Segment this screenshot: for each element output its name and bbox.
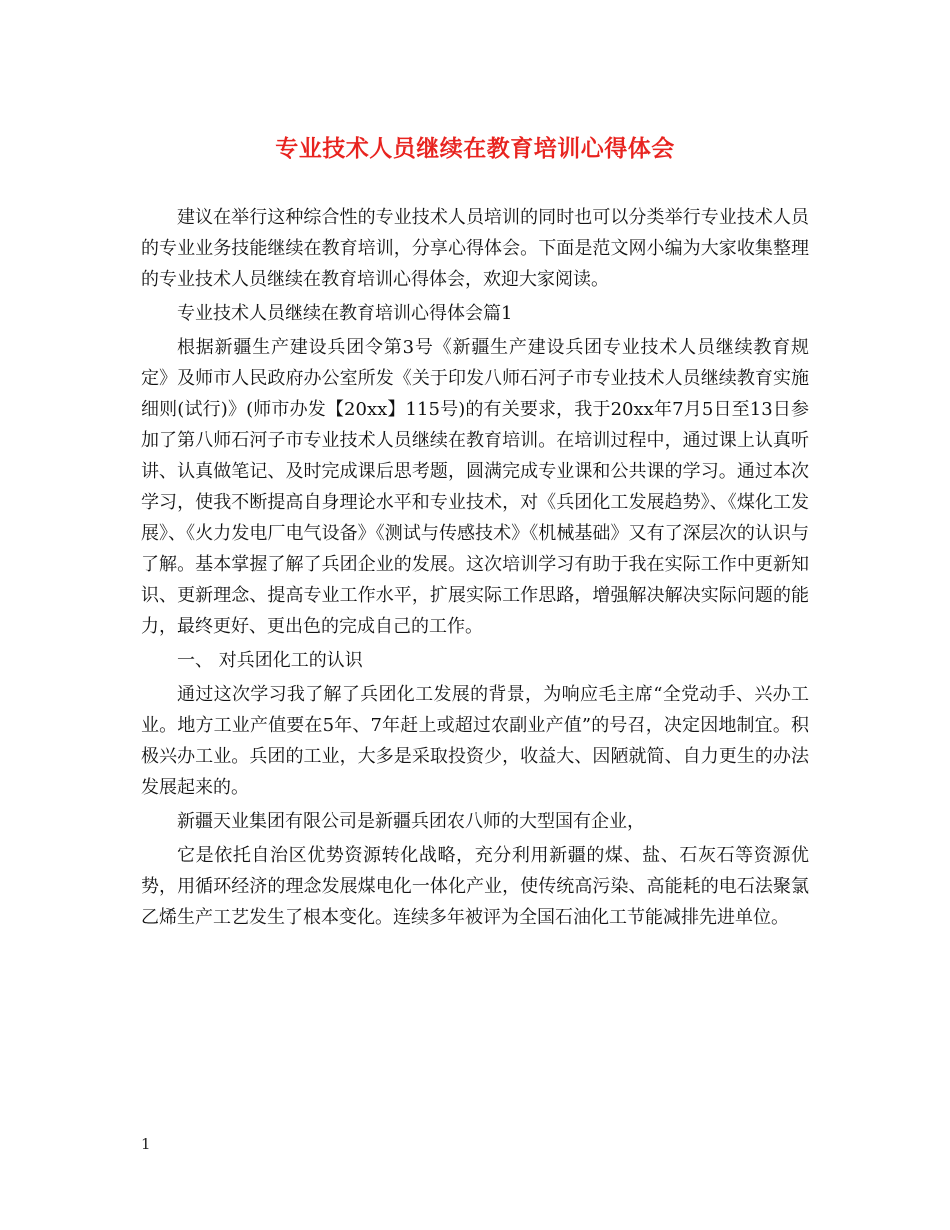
page-number: 1 — [141, 1135, 151, 1153]
section-heading-part-1: 专业技术人员继续在教育培训心得体会篇1 — [177, 303, 513, 324]
section-heading-bingtuan-chemical: 一、 对兵团化工的认识 — [177, 650, 363, 671]
training-paragraph: 根据新疆生产建设兵团令第3号《新疆生产建设兵团专业技术人员继续教育规定》及师市人民政府办公室所发《关于印发八师石河子市专业技术人员继续教育实施细则(试行)》(师市办发【20xx】115号)的有关要求，我于20xx年7月5日至13日参加了第八师石河子市专业技术人员继续在教育培训。在培训过程中，通过课上认真听讲、认真做笔记、及时完成课后思考题，圆满完成专业课和公共课的学习。通过本次学习，使我不断提高自身理论水平和专业技术，对《兵团化工发展趋势》、《煤化工发展》、《火力发电厂电气设备》《测试与传感技术》《机械基础》又有了深层次的认识与了解。基本掌握了解了兵团企业的发展。这次培训学习有助于我在实际工作中更新知识、更新理念、提高专业工作水平，扩展实际工作思路，增强解决解决实际问题的能力，最终更好、更出色的完成自己的工作。 — [141, 337, 809, 637]
intro-paragraph: 建议在举行这种综合性的专业技术人员培训的同时也可以分类举行专业技术人员的专业业务技能继续在教育培训，分享心得体会。下面是范文网小编为大家收集整理的专业技术人员继续在教育培训心得体会，欢迎大家阅读。 — [141, 207, 809, 290]
document-title: 专业技术人员继续在教育培训心得体会 — [275, 135, 675, 162]
strategy-paragraph: 它是依托自治区优势资源转化战略，充分利用新疆的煤、盐、石灰石等资源优势，用循环经济的理念发展煤电化一体化产业，使传统高污染、高能耗的电石法聚氯乙烯生产工艺发生了根本变化。连续多年被评为全国石油化工节能减排先进单位。 — [141, 845, 809, 928]
company-paragraph: 新疆天业集团有限公司是新疆兵团农八师的大型国有企业， — [177, 811, 645, 832]
history-paragraph: 通过这次学习我了解了兵团化工发展的背景，为响应毛主席“全党动手、兴办工业。地方工业产值要在5年、7年赶上或超过农副业产值”的号召，决定因地制宜。积极兴办工业。兵团的工业，大多是采取投资少，收益大、因陋就简、自力更生的办法发展起来的。 — [141, 684, 809, 798]
document-body — [141, 202, 809, 936]
